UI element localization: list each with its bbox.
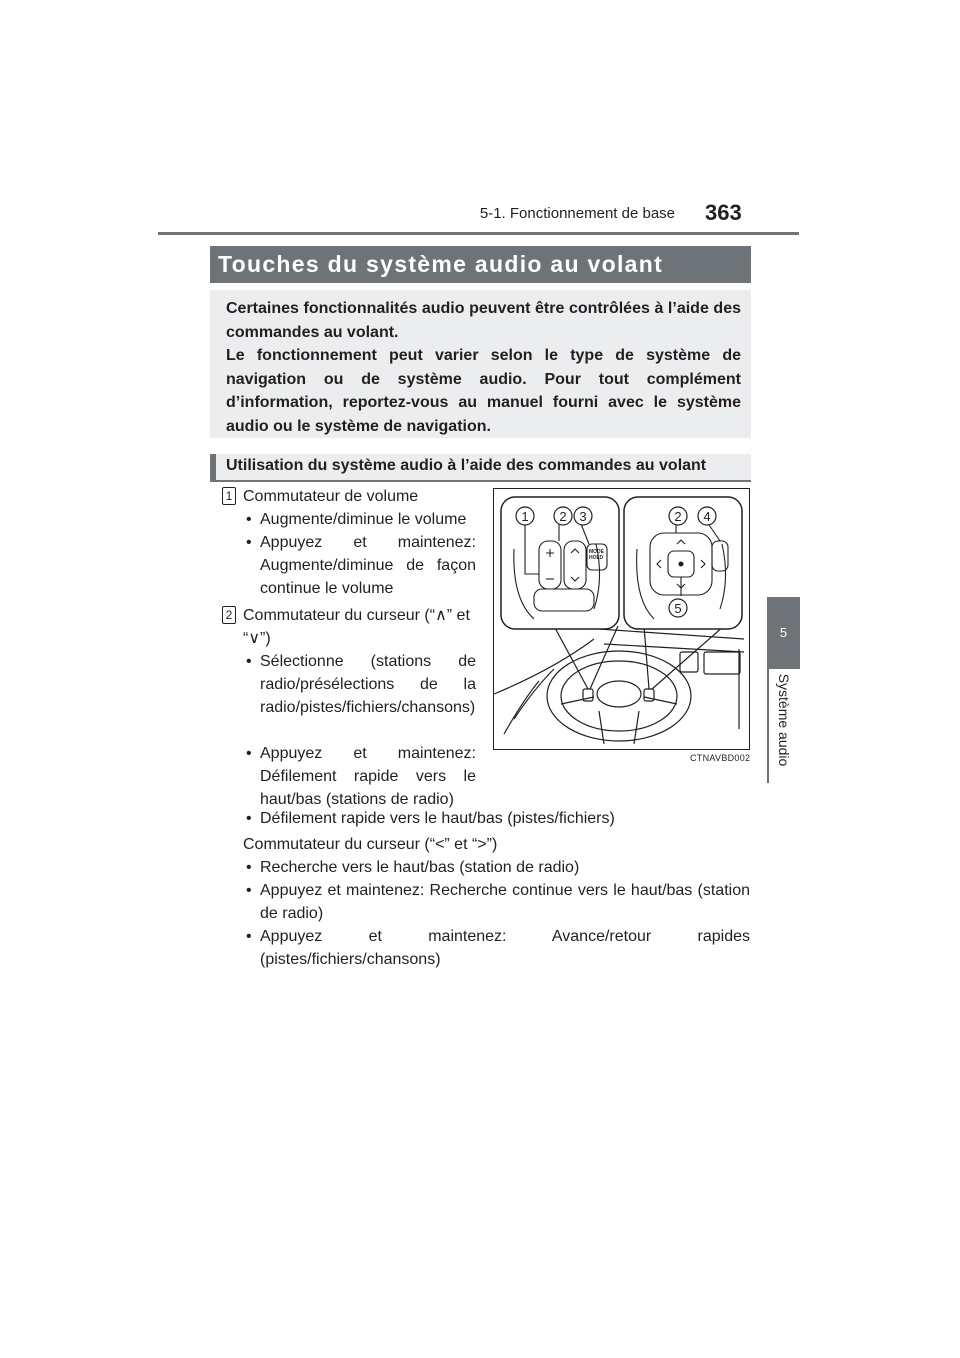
intro-paragraph-2: Le fonctionnement peut varier selon le type de système de navigation ou de système audio. Pour tout complément d’information, reportez-vous au manuel fourni avec le système audio ou le système de navigation.	[226, 347, 741, 435]
callout-1: 1	[521, 509, 529, 524]
page-title: Touches du système audio au volant	[218, 251, 664, 277]
bullet-dot: •	[246, 511, 252, 528]
figure-code: CTNAVBD002	[690, 753, 751, 763]
callout-2-right: 2	[674, 509, 682, 524]
item-number-badge: 1	[222, 487, 236, 505]
bullet-dot: •	[246, 928, 252, 945]
bullet-dot: •	[246, 810, 252, 827]
steering-wheel-illustration	[494, 489, 748, 748]
item-heading-line: “∨”)	[243, 630, 271, 647]
bullet-text: Appuyez et maintenez: Défilement rapide vers le haut/bas (stations de radio)	[260, 745, 476, 808]
item-heading-line: Commutateur du curseur (“∧” et	[243, 607, 470, 624]
bullet-text: Sélectionne (stations de radio/présélections de la radio/pistes/fichiers/chansons)	[260, 653, 476, 716]
intro-text	[226, 297, 741, 438]
callout-3: 3	[579, 509, 587, 524]
subheading-accent	[210, 454, 216, 480]
hold-label: HOLD	[589, 555, 604, 561]
bullet-text: Appuyez et maintenez: Augmente/diminue de façon continue le volume	[260, 534, 476, 597]
steering-wheel-figure	[493, 488, 750, 750]
bullet-text: Appuyez et maintenez: Recherche continue vers le haut/bas (station de radio)	[260, 882, 750, 922]
bullet-dot: •	[246, 534, 252, 551]
header-rule	[158, 232, 799, 235]
bullet-dot: •	[246, 859, 252, 876]
callout-2: 2	[559, 509, 567, 524]
item-heading: Commutateur du curseur (“<” et “>”)	[243, 836, 498, 853]
page-number: 363	[705, 200, 742, 225]
callout-4: 4	[703, 509, 711, 524]
bullet-text: Augmente/diminue le volume	[260, 511, 467, 528]
item-heading: Commutateur de volume	[243, 488, 419, 505]
bullet-dot: •	[246, 882, 252, 899]
bullet-text: Défilement rapide vers le haut/bas (pistes/fichiers)	[260, 810, 615, 827]
chapter-number-tab: 5	[767, 597, 800, 669]
bullet-text: Recherche vers le haut/bas (station de radio)	[260, 859, 580, 876]
subheading-rule	[210, 480, 751, 482]
intro-paragraph-1: Certaines fonctionnalités audio peuvent être contrôlées à l’aide des commandes au volant.	[226, 300, 741, 341]
bullet-dot: •	[246, 653, 252, 670]
bullet-text: Appuyez et maintenez: Avance/retour rapides (pistes/fichiers/chansons)	[260, 928, 750, 968]
subheading: Utilisation du système audio à l’aide des commandes au volant	[226, 457, 707, 474]
mode-label: MODE	[589, 549, 604, 555]
chapter-title: Système audio	[776, 673, 792, 767]
bullet-dot: •	[246, 745, 252, 762]
callout-5: 5	[674, 601, 682, 616]
section-label: 5-1. Fonctionnement de base	[479, 205, 675, 222]
item-number-badge: 2	[222, 606, 236, 624]
